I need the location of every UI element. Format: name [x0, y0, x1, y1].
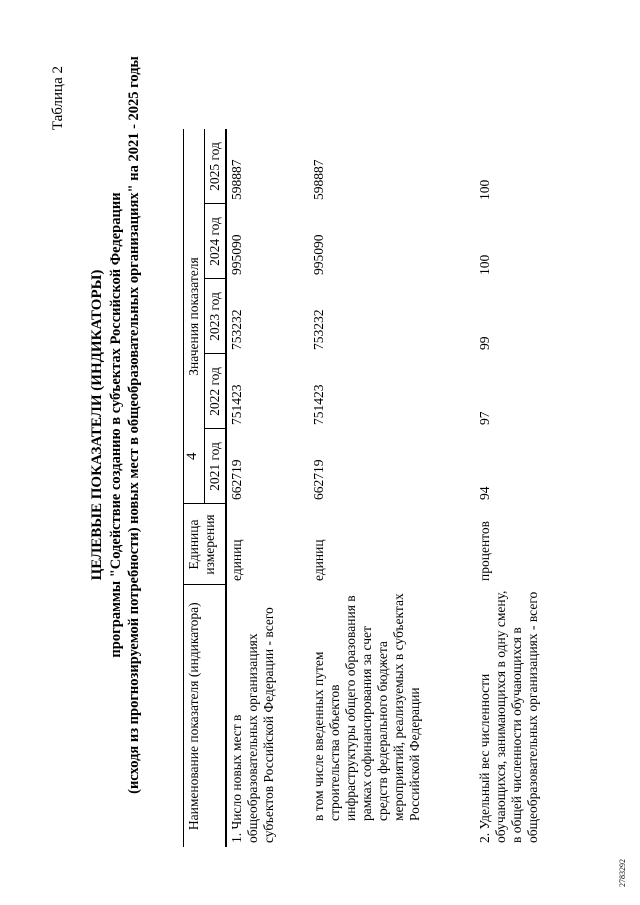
table-row — [226, 130, 309, 848]
header-year: 2021 год — [205, 429, 227, 504]
page-number: 4 — [184, 452, 200, 460]
row-value: 753232 — [229, 309, 244, 350]
header-year: 2022 год — [205, 354, 227, 429]
header-year: 2023 год — [205, 279, 227, 354]
header-year: 2024 год — [205, 204, 227, 279]
row-unit: единиц — [311, 539, 326, 581]
row-value: 598887 — [229, 159, 244, 200]
table-row — [475, 130, 569, 848]
row-name: 2. Удельный вес численности обучающихся, занимающихся в одну смену, в общей численности обучающихся в общеобразовательных организациях - всего — [477, 590, 540, 843]
row-value: 100 — [477, 254, 492, 275]
row-unit: процентов — [477, 520, 492, 581]
document-id: 2783292 — [618, 859, 627, 887]
row-value: 598887 — [311, 159, 326, 200]
row-value: 995090 — [229, 234, 244, 275]
title-line-2: программы "Содействие созданию в субъектах Российской Федерации — [108, 192, 124, 658]
row-value: 662719 — [229, 459, 244, 500]
header-year: 2025 год — [205, 130, 227, 205]
table-row — [309, 130, 475, 848]
header-values-group: Значения показателя — [184, 130, 205, 505]
row-value: 97 — [477, 411, 492, 425]
row-value: 751423 — [229, 384, 244, 425]
title-line-1: ЦЕЛЕВЫЕ ПОКАЗАТЕЛИ (ИНДИКАТОРЫ) — [89, 269, 105, 581]
header-unit: Единица измерения — [184, 504, 227, 585]
row-value: 751423 — [311, 384, 326, 425]
row-value: 99 — [477, 336, 492, 350]
row-value: 662719 — [311, 459, 326, 500]
row-name: 1. Число новых мест в общеобразовательных организациях субъектов Российской Федерации - всего — [229, 607, 276, 843]
row-value: 753232 — [311, 309, 326, 350]
row-unit: единиц — [229, 539, 244, 581]
row-value: 995090 — [311, 234, 326, 275]
document-title — [88, 35, 143, 815]
header-name: Наименование показателя (индикатора) — [184, 585, 227, 847]
row-name: в том числе введенных путем строительства объектов инфраструктуры общего образования в рамках софинансирования за счет средств федерального бюджета мероприятий, реализуемых в субъектах Российской Федерации — [311, 593, 422, 821]
table-label: Таблица 2 — [50, 66, 66, 131]
title-line-3: (исходя из прогнозируемой потребности) новых мест в общеобразовательных организациях" на 2021 - 2025 годы — [126, 56, 142, 794]
row-value: 94 — [477, 486, 492, 500]
row-value: 100 — [477, 179, 492, 200]
indicators-table — [183, 130, 569, 848]
